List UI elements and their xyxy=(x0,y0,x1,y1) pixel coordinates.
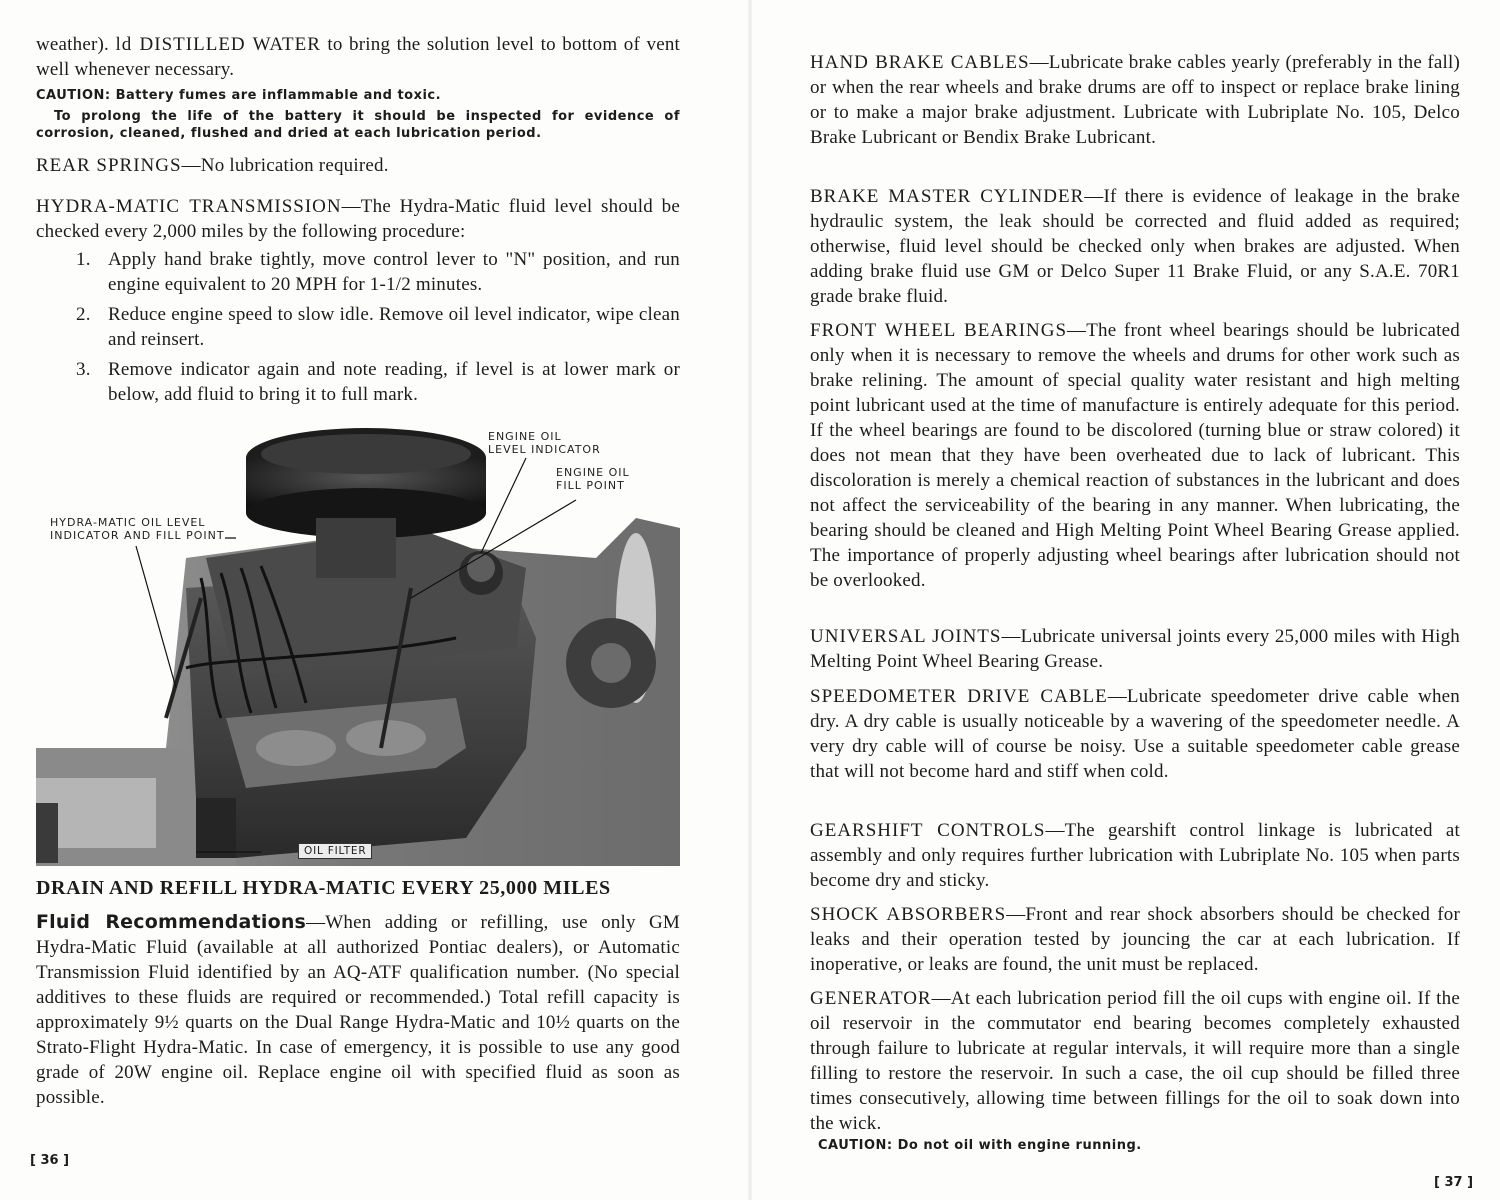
callout-line: ENGINE OIL xyxy=(556,466,630,479)
step-number: 1. xyxy=(76,249,91,270)
callout-oil-filter: OIL FILTER xyxy=(298,843,372,859)
distilled-water-text: to bring the solution level to bottom of vent well whenever necessary. xyxy=(36,34,681,80)
universal-joints-section xyxy=(810,624,1460,674)
callout-line: LEVEL INDICATOR xyxy=(488,443,601,456)
section-text: —Lubricate brake cables yearly (preferably in the fall) or when the rear wheels and brake drums are off to inspect or replace brake lining or to make a major brake adjustment. Lubricate with Lubriplate No. 105, Delco Brake Lubricant or Bendix Brake Lubricant. xyxy=(810,52,1461,148)
caution-text: Battery fumes are inflammable and toxic. xyxy=(115,88,442,103)
callout-engine-oil-fill-point xyxy=(556,466,630,492)
engine-figure xyxy=(36,418,680,866)
section-title: UNIVERSAL JOINTS xyxy=(810,626,1002,647)
fluid-recommendations-text: —When adding or refilling, use only GM Hydra-Matic Fluid (available at all authorized Pontiac dealers), or Automatic Transmission Fluid identified by an AQ-ATF qualification number. (No special additives to these fluids are required or recommended.) Total refill capacity is approximately 9½ quarts on the Dual Range Hydra-Matic and 10½ quarts on the Strato-Flight Hydra-Matic. In case of emergency, it is possible to use any good grade of 20W engine oil. Replace engine oil with specified fluid as soon as possible. xyxy=(36,912,680,1108)
rear-springs-title: REAR SPRINGS xyxy=(36,155,182,176)
caution-label: CAUTION: xyxy=(36,88,111,103)
section-title: FRONT WHEEL BEARINGS xyxy=(810,320,1068,341)
brake-master-cylinder-section xyxy=(810,184,1460,309)
section-text: —The front wheel bearings should be lubricated only when it is necessary to remove the wheels and drums for other work such as brake relining. The amount of special quality water resistant and high melting point lubricant used at the time of manufacture is entirely adequate for this period. If the wheel bearings are found to be discolored (turning blue or straw colored) it does not mean that they have been overheated due to lack of lubricant. This discoloration is merely a chemical reaction of substances in the lubricant and does not affect the serviceability of the bearing in any manner. When lubricating, the bearing should be cleaned and High Melting Point Wheel Bearing Grease applied. The importance of properly adjusting wheel bearings after lubrication should not be overlooked. xyxy=(810,320,1460,591)
gearshift-controls-section xyxy=(810,818,1460,893)
section-text: —Lubricate universal joints every 25,000 miles with High Melting Point Wheel Bearing Grease. xyxy=(810,626,1460,672)
section-title: SPEEDOMETER DRIVE CABLE xyxy=(810,686,1108,707)
hydra-matic-title: HYDRA-MATIC TRANSMISSION xyxy=(36,196,342,217)
callout-line: FILL POINT xyxy=(556,479,625,492)
drain-refill-heading: DRAIN AND REFILL HYDRA-MATIC EVERY 25,000 MILES xyxy=(36,877,611,899)
step-number: 2. xyxy=(76,304,91,325)
section-text: —If there is evidence of leakage in the brake hydraulic system, the leak should be corrected and fluid added as required; otherwise, fluid level should be checked only when brakes are adjusted. When adding brake fluid use GM or Delco Super 11 Brake Fluid, or any S.A.E. 70R1 grade brake fluid. xyxy=(810,186,1460,307)
battery-caution xyxy=(36,87,680,105)
rear-springs-text: —No lubrication required. xyxy=(181,155,389,176)
caution-text: Do not oil with engine running. xyxy=(897,1138,1142,1153)
section-text: —At each lubrication period fill the oil cups with engine oil. If the oil reservoir in the commutator end bearing becomes completely exhausted through failure to lubricate at regular intervals, it will require more than a single filling to restore the reservoir. In such a case, the oil cup should be filled three times consecutively, allowing time between fillings for the oil to soak down into the wick. xyxy=(810,988,1460,1134)
callout-line: ENGINE OIL xyxy=(488,430,562,443)
procedure-step xyxy=(76,302,680,352)
distilled-water-paragraph xyxy=(36,32,680,82)
step-number: 3. xyxy=(76,359,91,380)
section-title: GEARSHIFT CONTROLS xyxy=(810,820,1046,841)
section-text: —Lubricate speedometer drive cable when dry. A dry cable is usually noticeable by a wavering of the speedometer needle. A very dry cable will of course be noisy. Use a suitable speedometer cable grease that will not become hard and stiff when cold. xyxy=(810,686,1461,782)
fluid-recommendations-title: Fluid Recommendations xyxy=(36,911,307,933)
page-number-left: [ 36 ] xyxy=(30,1153,70,1168)
callout-hydra-matic-oil-level xyxy=(50,516,225,542)
section-title: BRAKE MASTER CYLINDER xyxy=(810,186,1085,207)
speedometer-drive-cable-section xyxy=(810,684,1460,784)
rear-springs-section xyxy=(36,153,680,178)
step-text: Reduce engine speed to slow idle. Remove oil level indicator, wipe clean and reinsert. xyxy=(108,304,680,350)
battery-prolong-note: To prolong the life of the battery it should be inspected for evidence of corrosion, cleaned, flushed and dried at each lubrication period. xyxy=(36,109,680,141)
step-text: Apply hand brake tightly, move control lever to "N" position, and run engine equivalent to 20 MPH for 1-1/2 minutes. xyxy=(108,249,680,295)
generator-section xyxy=(810,986,1460,1136)
fluid-recommendations-section xyxy=(36,910,680,1110)
distilled-water-heading: ld DISTILLED WATER xyxy=(115,34,321,55)
procedure-step xyxy=(76,247,680,297)
right-page xyxy=(760,0,1500,1200)
page-gutter xyxy=(748,0,752,1200)
left-page xyxy=(0,0,740,1200)
callout-line: INDICATOR AND FILL POINT xyxy=(50,529,225,542)
callout-engine-oil-level-indicator xyxy=(488,430,601,456)
generator-caution xyxy=(818,1138,1458,1153)
hand-brake-cables-section xyxy=(810,50,1460,150)
hydra-matic-section xyxy=(36,194,680,244)
weather-prefix: weather). xyxy=(36,34,110,55)
procedure-steps xyxy=(76,247,680,412)
section-title: GENERATOR xyxy=(810,988,932,1009)
caution-label: CAUTION: xyxy=(818,1138,893,1153)
callout-line: HYDRA-MATIC OIL LEVEL xyxy=(50,516,206,529)
hydra-matic-text: —The Hydra-Matic fluid level should be checked every 2,000 miles by the following procedure: xyxy=(36,196,680,242)
section-text: —Front and rear shock absorbers should be checked for leaks and their operation tested by jouncing the car at each lubrication. If inoperative, or leaks are found, the unit must be replaced. xyxy=(810,904,1460,975)
step-text: Remove indicator again and note reading, if level is at lower mark or below, add fluid to bring it to full mark. xyxy=(108,359,680,405)
front-wheel-bearings-section xyxy=(810,318,1460,593)
procedure-step xyxy=(76,357,680,407)
section-text: —The gearshift control linkage is lubricated at assembly and only requires further lubrication with Lubriplate No. 105 when parts become dry and sticky. xyxy=(810,820,1460,891)
page-number-right: [ 37 ] xyxy=(1434,1175,1474,1190)
section-title: HAND BRAKE CABLES xyxy=(810,52,1030,73)
section-title: SHOCK ABSORBERS xyxy=(810,904,1007,925)
shock-absorbers-section xyxy=(810,902,1460,977)
